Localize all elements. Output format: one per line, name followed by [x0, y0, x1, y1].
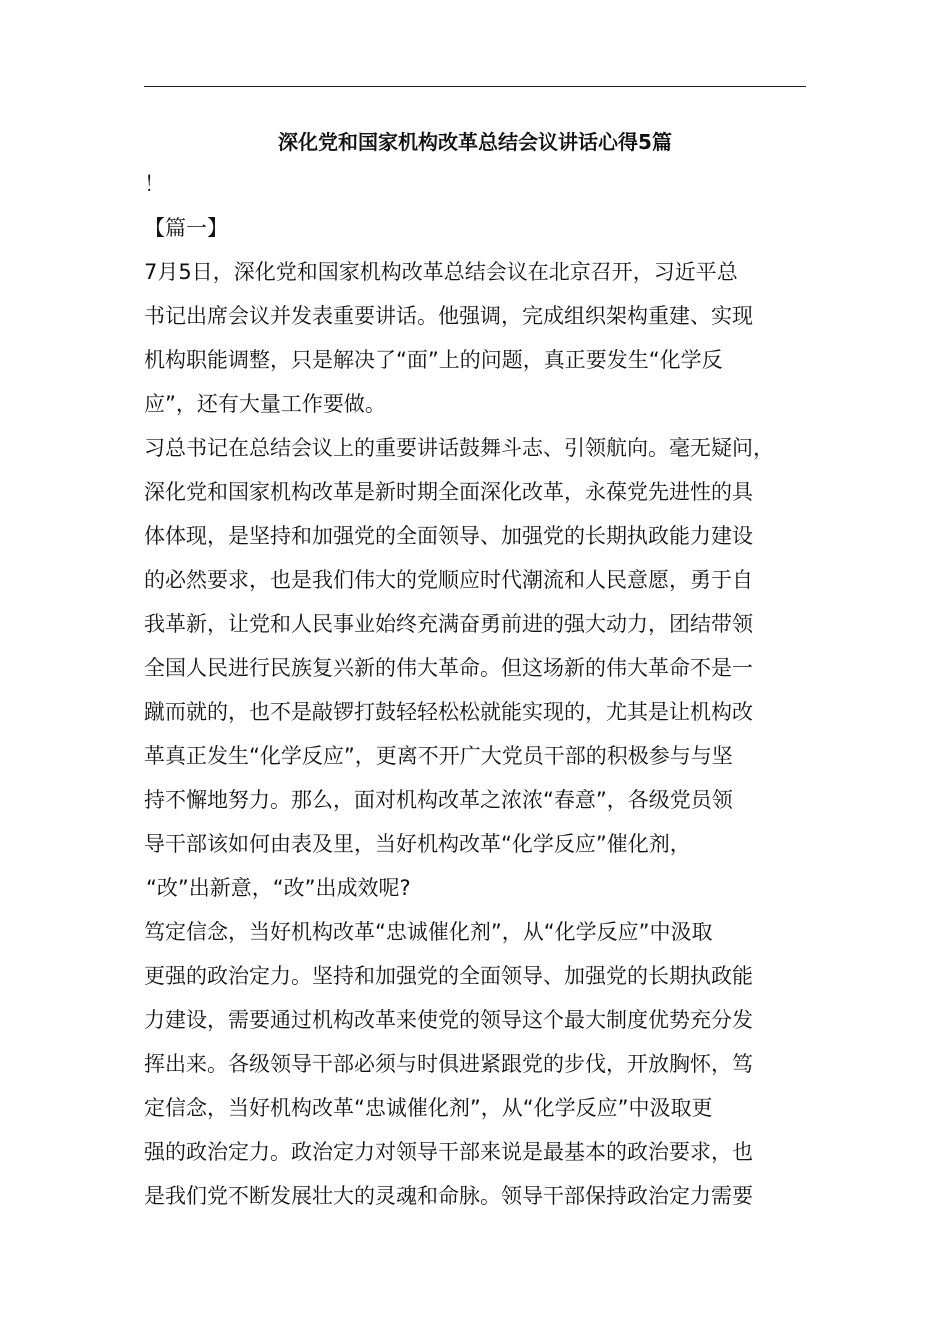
body-line: 强的政治定力。政治定力对领导干部来说是最基本的政治要求，也	[144, 1140, 753, 1164]
body-line: 持不懈地努力。那么，面对机构改革之浓浓“春意”，各级党员领	[144, 788, 733, 812]
body-line: 7月5日，深化党和国家机构改革总结会议在北京召开，习近平总	[144, 260, 738, 284]
body-line: ！	[144, 172, 165, 196]
body-line: 蹴而就的，也不是敲锣打鼓轻轻松松就能实现的，尤其是让机构改	[144, 700, 753, 724]
body-line: 我革新，让党和人民事业始终充满奋勇前进的强大动力，团结带领	[144, 612, 753, 636]
section-heading: 【篇一】	[144, 216, 228, 240]
body-line: 机构职能调整，只是解决了“面”上的问题，真正要发生“化学反	[144, 348, 723, 372]
body-line: 书记出席会议并发表重要讲话。他强调，完成组织架构重建、实现	[144, 304, 753, 328]
body-line: 导干部该如何由表及里，当好机构改革“化学反应”催化剂，	[144, 832, 691, 856]
header-rule	[144, 86, 806, 87]
body-line: “改”出新意，“改”出成效呢?	[146, 876, 411, 900]
body-line: 定信念，当好机构改革“忠诚催化剂”，从“化学反应”中汲取更	[144, 1096, 713, 1120]
body-line: 是我们党不断发展壮大的灵魂和命脉。领导干部保持政治定力需要	[144, 1184, 753, 1208]
body-line: 革真正发生“化学反应”，更离不开广大党员干部的积极参与与坚	[144, 744, 733, 768]
body-line: 深化党和国家机构改革是新时期全面深化改革，永葆党先进性的具	[144, 480, 753, 504]
body-line: 力建设，需要通过机构改革来使党的领导这个最大制度优势充分发	[144, 1008, 753, 1032]
body-line: 习总书记在总结会议上的重要讲话鼓舞斗志、引领航向。毫无疑问，	[144, 436, 774, 460]
body-line: 更强的政治定力。坚持和加强党的全面领导、加强党的长期执政能	[144, 964, 753, 988]
body-line: 全国人民进行民族复兴新的伟大革命。但这场新的伟大革命不是一	[144, 656, 753, 680]
body-line: 体体现，是坚持和加强党的全面领导、加强党的长期执政能力建设	[144, 524, 753, 548]
document-title: 深化党和国家机构改革总结会议讲话心得5篇	[278, 130, 672, 154]
body-line: 的必然要求，也是我们伟大的党顺应时代潮流和人民意愿，勇于自	[144, 568, 753, 592]
body-line: 挥出来。各级领导干部必须与时俱进紧跟党的步伐，开放胸怀，笃	[144, 1052, 753, 1076]
body-line: 笃定信念，当好机构改革“忠诚催化剂”，从“化学反应”中汲取	[144, 920, 713, 944]
body-line: 应”，还有大量工作要做。	[144, 392, 386, 416]
